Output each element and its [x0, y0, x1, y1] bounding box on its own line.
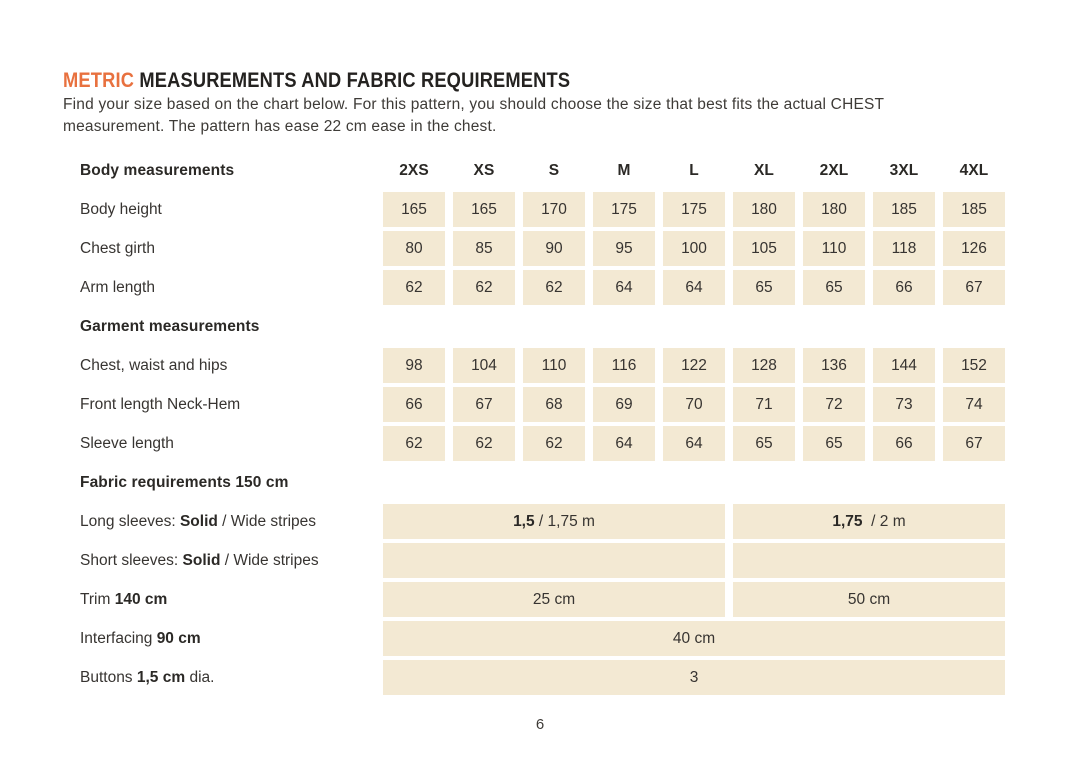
value-cell: 68	[523, 387, 585, 422]
size-column-header: XS	[473, 161, 495, 179]
text-part: dia.	[185, 668, 215, 686]
value-cell: 64	[593, 270, 655, 305]
text-part: Body measurements	[80, 161, 235, 179]
text-part: Sleeve length	[80, 434, 174, 452]
value-cell: 69	[593, 387, 655, 422]
value-cell: 116	[593, 348, 655, 383]
intro-line-2: measurement. The pattern has ease 22 cm ease in the chest.	[63, 117, 497, 135]
value-cell: 110	[803, 231, 865, 266]
size-table	[70, 153, 1005, 695]
text-part: / 2 m	[862, 512, 906, 530]
value-cell: 104	[453, 348, 515, 383]
value-cell: 165	[383, 192, 445, 227]
value-cell: 62	[453, 426, 515, 461]
row-label-short-sleeves	[70, 543, 375, 578]
intro-paragraph	[63, 94, 884, 137]
value-cell: 180	[803, 192, 865, 227]
value-cell: 62	[453, 270, 515, 305]
text-part: Trim	[80, 590, 115, 608]
page-number: 6	[535, 716, 545, 733]
text-part: Interfacing	[80, 629, 157, 647]
value-cell: 185	[943, 192, 1005, 227]
row-label-sleeve-length	[70, 426, 375, 461]
value-cell: 170	[523, 192, 585, 227]
text-part: / Wide stripes	[220, 551, 319, 569]
size-column-header: M	[617, 161, 631, 179]
page-title	[63, 69, 570, 93]
value-cell: 80	[383, 231, 445, 266]
text-part: Chest girth	[80, 239, 155, 257]
size-column-header: 2XL	[819, 161, 849, 179]
size-column-header: 3XL	[889, 161, 919, 179]
row-label-chest-girth	[70, 231, 375, 266]
row-label-interfacing	[70, 621, 375, 656]
row-label-arm-length	[70, 270, 375, 305]
text-part: 90 cm	[156, 629, 201, 647]
row-label-trim	[70, 582, 375, 617]
text-part: Fabric requirements 150 cm	[80, 473, 289, 491]
value-cell: 90	[523, 231, 585, 266]
value-cell: 64	[663, 426, 725, 461]
text-part: 1,75	[832, 512, 863, 530]
text-part: 3	[689, 668, 699, 686]
value-cell: 62	[523, 426, 585, 461]
value-cell: 126	[943, 231, 1005, 266]
text-part: 40 cm	[672, 629, 716, 647]
value-cell: 66	[873, 270, 935, 305]
value-cell: 66	[383, 387, 445, 422]
value-cell: 180	[733, 192, 795, 227]
column-header-label	[70, 153, 375, 188]
value-cell: 65	[803, 270, 865, 305]
text-part: 50 cm	[847, 590, 891, 608]
value-cell: 67	[453, 387, 515, 422]
value-cell: 95	[593, 231, 655, 266]
text-part: Short sleeves:	[80, 551, 183, 569]
value-cell: 152	[943, 348, 1005, 383]
merged-value-cell	[733, 504, 1005, 539]
text-part: Body height	[80, 200, 162, 218]
size-column-header: 4XL	[959, 161, 989, 179]
title-accent: METRIC	[63, 69, 135, 92]
text-part: 1,5	[513, 512, 535, 530]
value-cell: 136	[803, 348, 865, 383]
size-column-header: L	[689, 161, 699, 179]
merged-value-cell	[383, 504, 725, 539]
size-column-header: S	[548, 161, 560, 179]
text-part: 140 cm	[114, 590, 168, 608]
value-cell: 98	[383, 348, 445, 383]
text-part: Buttons	[80, 668, 137, 686]
text-part: / 1,75 m	[534, 512, 595, 530]
row-label-buttons	[70, 660, 375, 695]
text-part: Chest, waist and hips	[80, 356, 228, 374]
value-cell: 74	[943, 387, 1005, 422]
value-cell: 67	[943, 270, 1005, 305]
value-cell: 118	[873, 231, 935, 266]
value-cell: 85	[453, 231, 515, 266]
merged-value-cell	[733, 582, 1005, 617]
value-cell: 185	[873, 192, 935, 227]
value-cell: 165	[453, 192, 515, 227]
row-label-long-sleeves	[70, 504, 375, 539]
merged-value-cell	[383, 582, 725, 617]
text-part: 25 cm	[532, 590, 576, 608]
size-column-header: 2XS	[399, 161, 429, 179]
value-cell: 66	[873, 426, 935, 461]
value-cell: 62	[383, 426, 445, 461]
text-part: Solid	[182, 551, 221, 569]
value-cell: 73	[873, 387, 935, 422]
merged-value-cell	[383, 660, 1005, 695]
value-cell: 72	[803, 387, 865, 422]
row-label-body-height	[70, 192, 375, 227]
value-cell: 70	[663, 387, 725, 422]
text-part: Long sleeves:	[80, 512, 180, 530]
value-cell: 71	[733, 387, 795, 422]
value-cell: 65	[733, 426, 795, 461]
text-part: Garment measurements	[80, 317, 260, 335]
value-cell: 128	[733, 348, 795, 383]
row-label-front-length-neck-hem	[70, 387, 375, 422]
value-cell: 65	[733, 270, 795, 305]
merged-value-cell	[383, 621, 1005, 656]
value-cell: 67	[943, 426, 1005, 461]
text-part: Front length Neck-Hem	[80, 395, 241, 413]
value-cell: 64	[663, 270, 725, 305]
section-header-fabric-requirements-section	[70, 465, 1005, 500]
value-cell: 175	[593, 192, 655, 227]
merged-value-cell	[733, 543, 1005, 578]
text-part: 1,5 cm	[136, 668, 186, 686]
size-column-header: XL	[753, 161, 774, 179]
text-part: Arm length	[80, 278, 155, 296]
value-cell: 110	[523, 348, 585, 383]
value-cell: 105	[733, 231, 795, 266]
merged-value-cell	[383, 543, 725, 578]
value-cell: 144	[873, 348, 935, 383]
row-label-chest-waist-hips	[70, 348, 375, 383]
value-cell: 62	[383, 270, 445, 305]
text-part: Solid	[179, 512, 218, 530]
value-cell: 62	[523, 270, 585, 305]
intro-line-1: Find your size based on the chart below. For this pattern, you should choose the size that best fits the actual CHEST	[63, 96, 885, 113]
value-cell: 122	[663, 348, 725, 383]
section-header-garment-measurements-section	[70, 309, 1005, 344]
text-part: / Wide stripes	[217, 512, 317, 530]
value-cell: 175	[663, 192, 725, 227]
value-cell: 65	[803, 426, 865, 461]
value-cell: 100	[663, 231, 725, 266]
title-rest: MEASUREMENTS AND FABRIC REQUIREMENTS	[139, 69, 571, 92]
value-cell: 64	[593, 426, 655, 461]
